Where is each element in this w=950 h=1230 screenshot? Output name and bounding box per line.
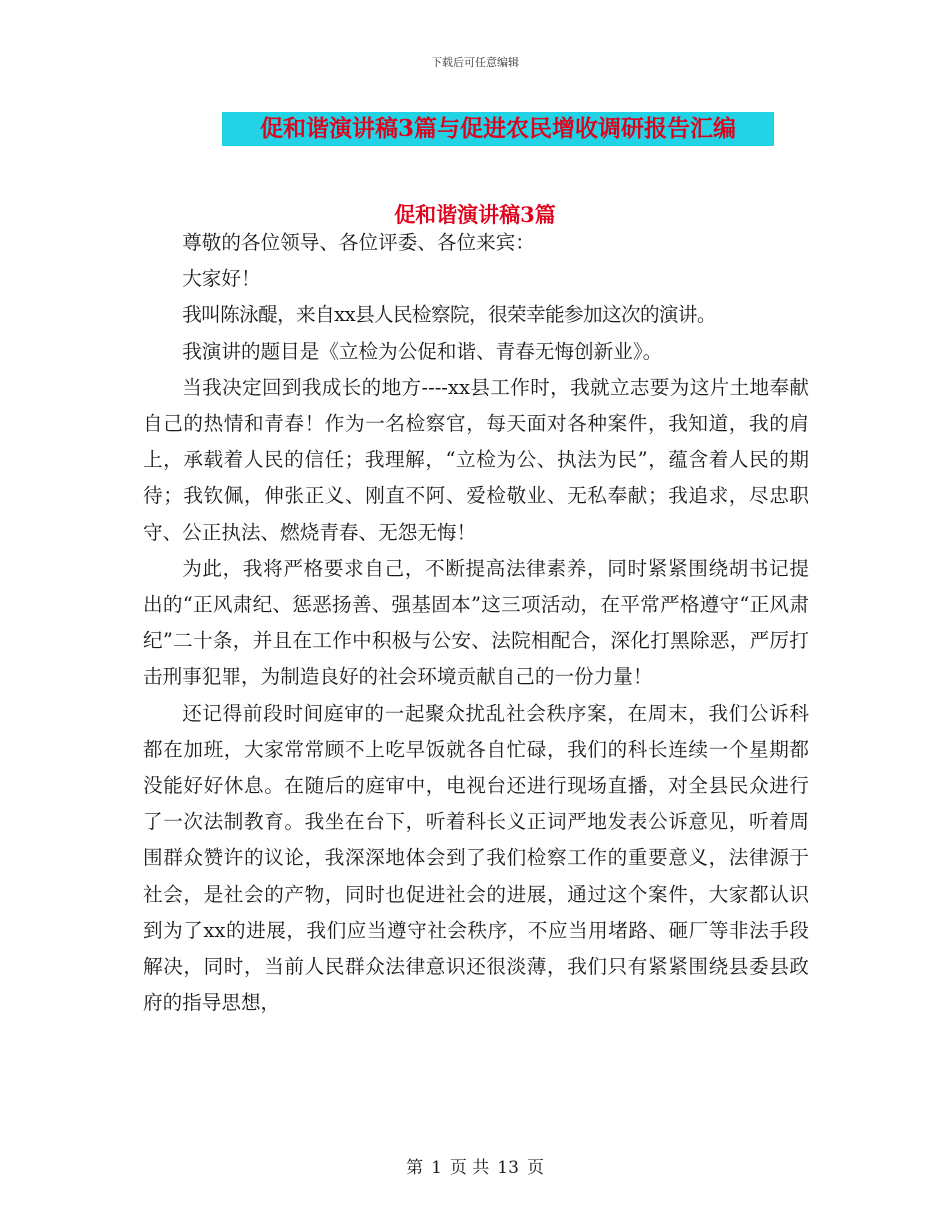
paragraph-case-story: 还记得前段时间庭审的一起聚众扰乱社会秩序案，在周末，我们公诉科都在加班，大家常常顾不上吃早饭就各自忙碌，我们的科长连续一个星期都没能好好休息。在随后的庭审中，电视台还进行现场直播，对全县民众进行了一次法制教育。我坐在台下，听着科长义正词严地发表公诉意见，听着周围群众赞许的议论，我深深地体会到了我们检察工作的重要意义，法律源于社会，是社会的产物，同时也促进社会的进展，通过这个案件，大家都认识到为了xx的进展，我们应当遵守社会秩序，不应当用堵路、砸厂等非法手段解决，同时，当前人民群众法律意识还很淡薄，我们只有紧紧围绕县委县政府的指导思想，: [143, 701, 809, 1015]
paragraph-topic: 我演讲的题目是《立检为公促和谐、青春无悔创新业》。: [182, 339, 663, 363]
section-title: 促和谐演讲稿3篇: [394, 202, 556, 227]
paragraph-salutation: 尊敬的各位领导、各位评委、各位来宾：: [182, 231, 535, 254]
document-main-title: 促和谐演讲稿3篇与促进农民增收调研报告汇编: [222, 112, 774, 146]
page-number-suffix: 页: [526, 1158, 544, 1178]
page-header-note: 下载后可任意编辑: [431, 56, 519, 69]
total-page-count: 13: [497, 1158, 519, 1178]
document-body: [143, 222, 809, 1021]
page-number-middle: 页 共: [449, 1158, 490, 1178]
page-footer: [0, 1153, 950, 1178]
paragraph-greeting: 大家好！: [182, 267, 261, 291]
paragraph-intro: 我叫陈泳醍，来自xx县人民检察院，很荣幸能参加这次的演讲。: [182, 303, 716, 327]
paragraph-resolve: 当我决定回到我成长的地方----xx县工作时，我就立志要为这片土地奉献自己的热情和青春！作为一名检察官，每天面对各种案件，我知道，我的肩上，承载着人民的信任；我理解，“立检为公、执法为民”，蕴含着人民的期待；我钦佩，伸张正义、刚直不阿、爱检敬业、无私奉献；我追求，尽忠职守、公正执法、燃烧青春、无怨无悔！: [143, 375, 809, 544]
page-number-prefix: 第: [406, 1158, 424, 1178]
current-page-number: 1: [431, 1158, 442, 1178]
paragraph-commitment: 为此，我将严格要求自己，不断提高法律素养，同时紧紧围绕胡书记提出的“正风肃纪、惩恶扬善、强基固本”这三项活动，在平常严格遵守“正风肃纪”二十条，并且在工作中积极与公安、法院相配合，深化打黑除恶，严厉打击刑事犯罪，为制造良好的社会环境贡献自己的一份力量！: [143, 556, 809, 689]
